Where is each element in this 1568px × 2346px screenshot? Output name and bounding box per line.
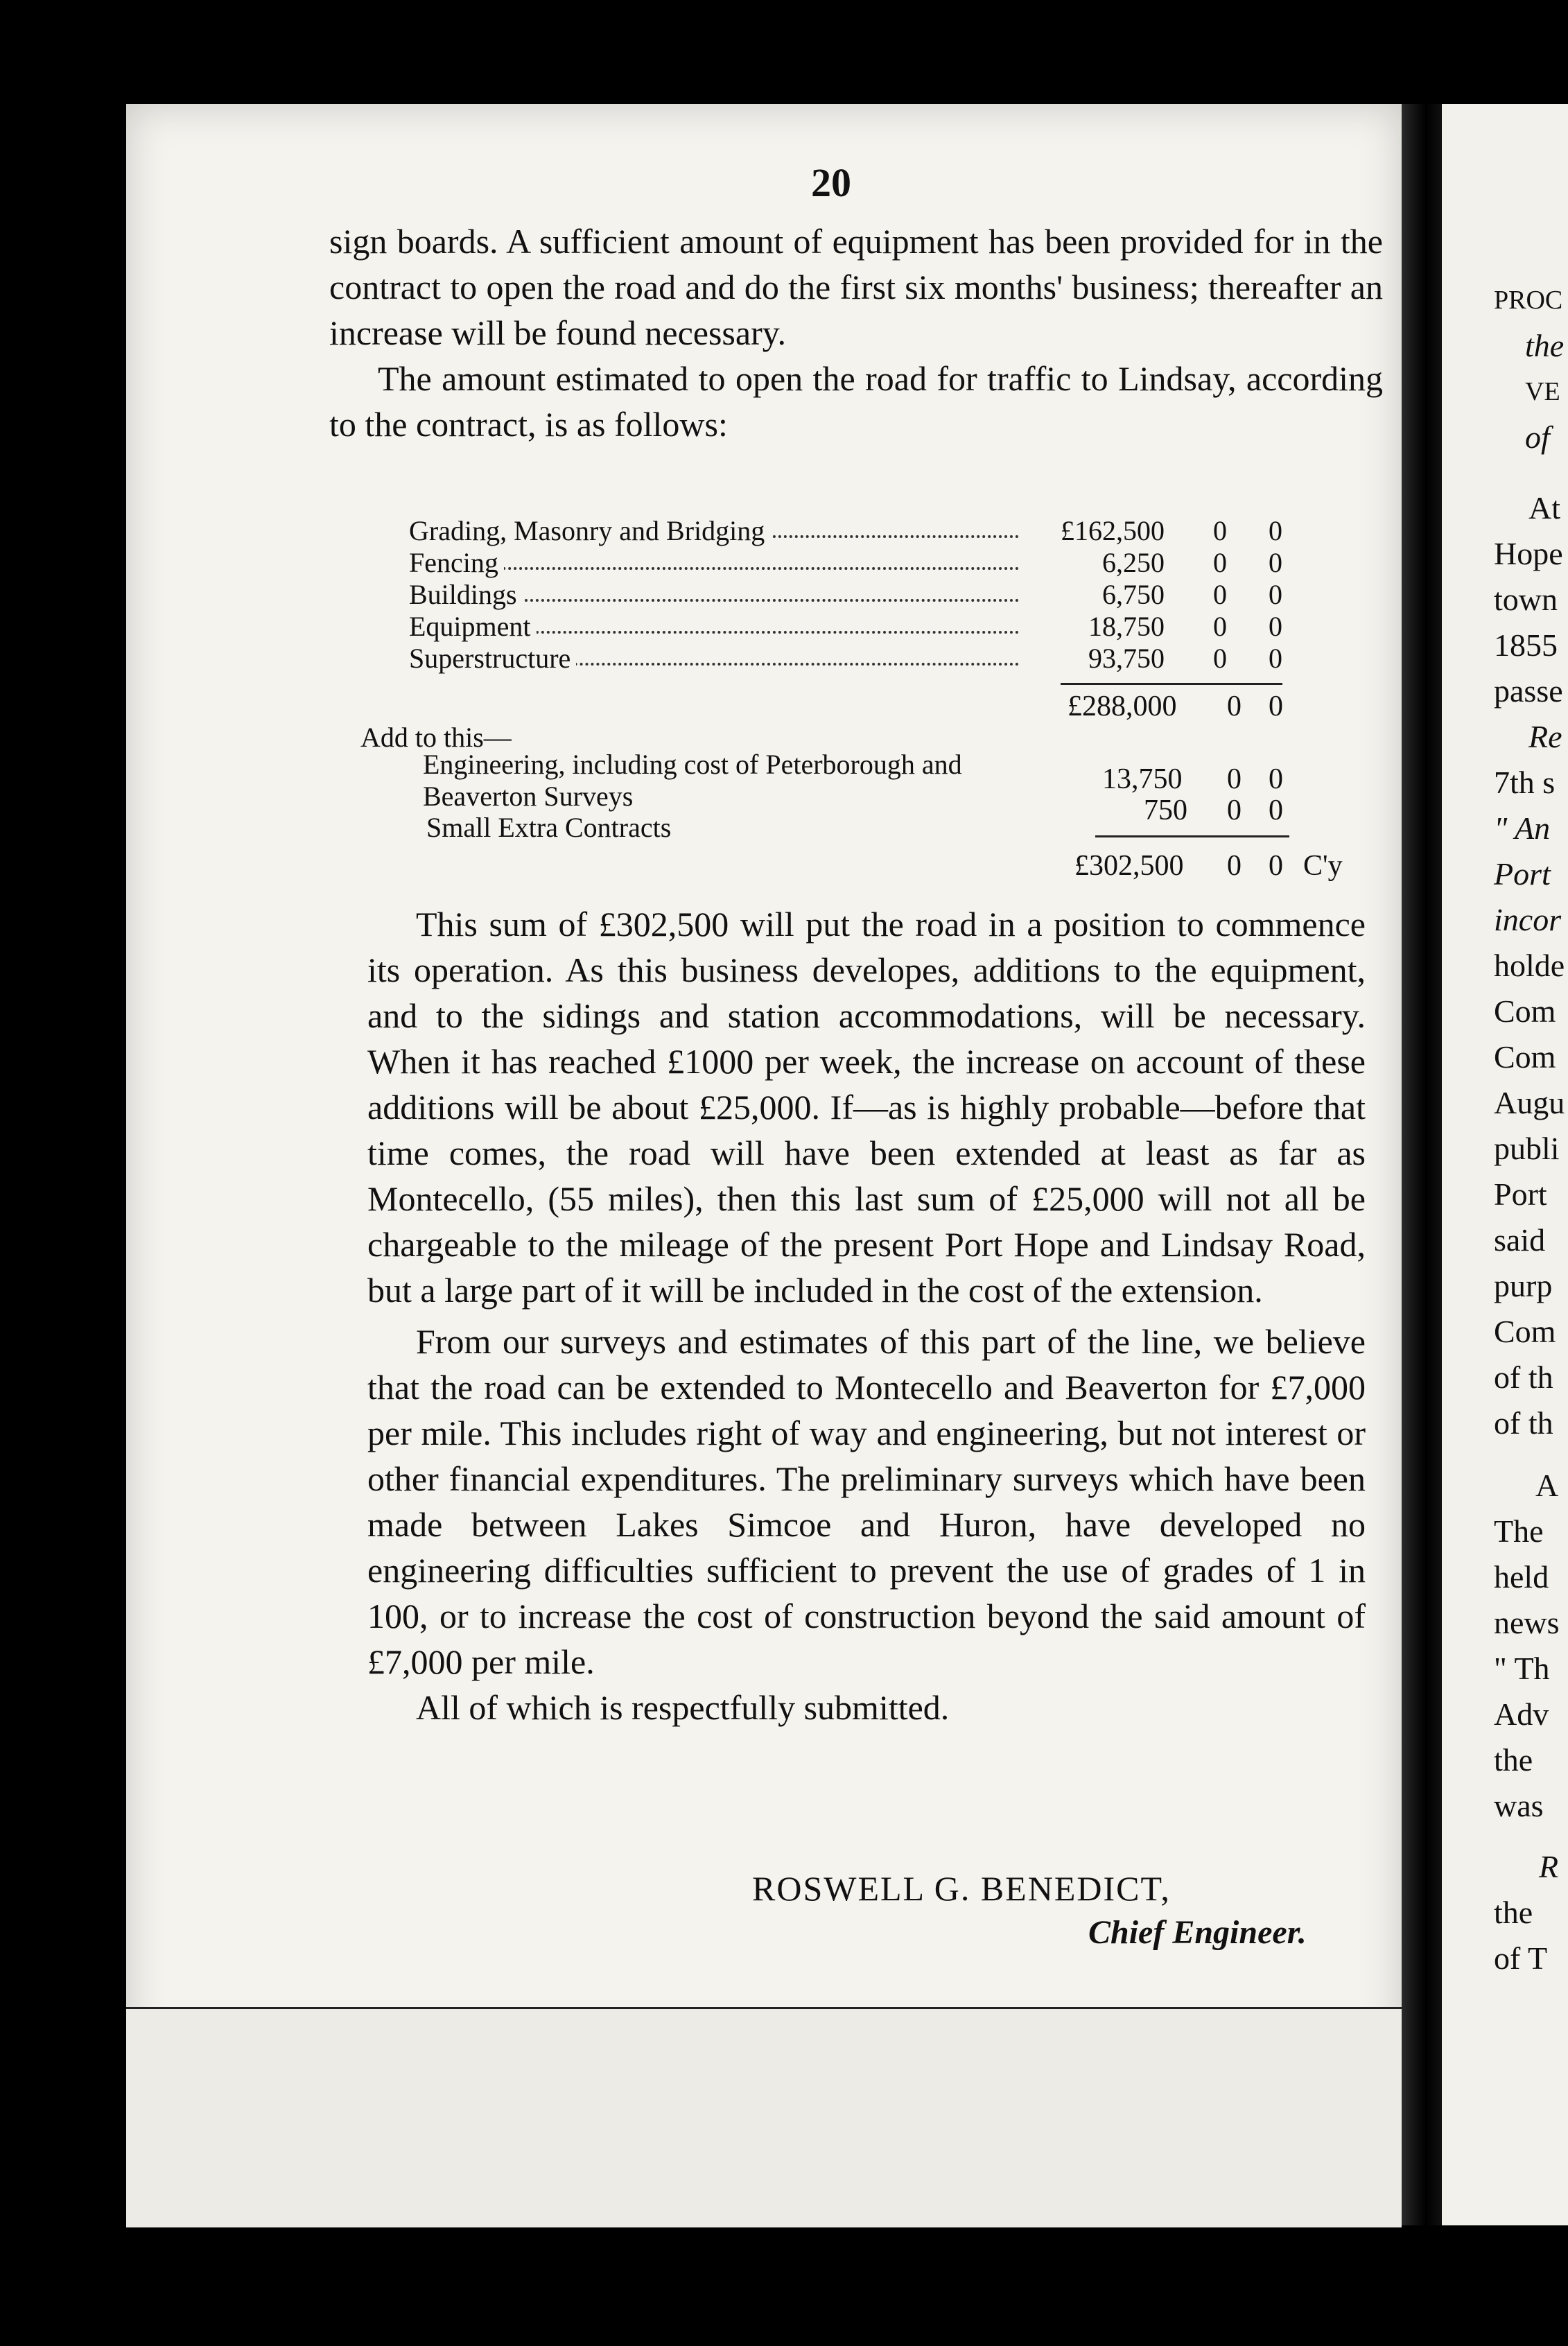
addition-amount: 13,750: [1102, 763, 1183, 795]
facing-line: the: [1494, 1742, 1533, 1778]
subtotal-rule: [1061, 683, 1282, 685]
cost-pence: 0: [1269, 547, 1282, 578]
addition-amount: 750: [1144, 794, 1187, 826]
facing-line: of T: [1494, 1940, 1548, 1976]
page-margin-bottom: [126, 2007, 1402, 2227]
signature-name: ROSWELL G. BENEDICT,: [752, 1869, 1171, 1908]
closing-line: All of which is respectfully submitted.: [416, 1688, 950, 1727]
facing-line: publi: [1494, 1131, 1560, 1166]
paragraph-cost-explanation: This sum of £302,500 will put the road in a position to commence its operation. As this business developes, additions to the equipment, and to the sidings and station accommodations, will be necessary. When it has reached £1000 per week, the increase on account of these additions will be about £25,000. If—as is highly probable—before that time comes, the road will have been extended at least as far as Montecello, (55 miles), then this last sum of £25,000 will not all be chargeable to the mileage of the present Port Hope and Lindsay Road, but a large part of it will be included in the cost of the extension.: [367, 905, 1366, 1310]
cost-pence: 0: [1269, 579, 1282, 610]
paragraph-extension: From our surveys and estimates of this part of the line, we believe that the road can be extended to Montecello and Beaverton for £7,000 per mile. This includes right of way and engineering, but not interest or other financial expenditures. The preliminary surveys which have been made between Lakes Simcoe and Huron, have developed no engineering difficulties sufficient to prevent the use of grades of 1 in 100, or to increase the cost of construction beyond the said amount of £7,000 per mile.: [367, 1322, 1366, 1681]
facing-line: held: [1494, 1559, 1549, 1595]
cost-amount: 6,250: [1102, 547, 1165, 578]
cost-shillings: 0: [1213, 643, 1227, 674]
cost-amount: 18,750: [1088, 611, 1165, 642]
cost-label: Grading, Masonry and Bridging: [409, 514, 770, 547]
facing-line: A: [1535, 1468, 1559, 1503]
facing-line: passe: [1494, 673, 1563, 709]
facing-line: 7th s: [1494, 765, 1556, 800]
cost-table: [409, 514, 1310, 674]
cost-shillings: 0: [1213, 547, 1227, 578]
facing-line: incor: [1494, 902, 1562, 937]
facing-line: news: [1494, 1605, 1560, 1640]
cost-shillings: 0: [1213, 515, 1227, 546]
book-gutter: [1402, 104, 1442, 2225]
facing-line: Port: [1494, 1176, 1547, 1212]
cost-label: Buildings: [409, 578, 523, 611]
facing-line: the: [1525, 328, 1565, 363]
opening-paragraph: sign boards. A sufficient amount of equipment has been provided for in the contract to open the road and do the first six months' business; thereafter an increase will be found necessary.: [329, 222, 1383, 352]
addition-shillings: 0: [1227, 763, 1242, 795]
addition-label-contracts: Small Extra Contracts: [426, 812, 672, 843]
total-shillings: 0: [1227, 850, 1242, 882]
cost-amount: 6,750: [1102, 579, 1165, 610]
facing-line: " An: [1494, 810, 1551, 846]
facing-line: said: [1494, 1222, 1546, 1258]
facing-line: holde: [1494, 948, 1565, 983]
cost-row: [409, 578, 1310, 610]
opening-paragraph-block: [329, 218, 1383, 447]
facing-line: " Th: [1494, 1651, 1550, 1686]
facing-line: the: [1494, 1895, 1533, 1930]
facing-line: purp: [1494, 1268, 1553, 1303]
cost-row: [409, 514, 1310, 546]
cost-pence: 0: [1269, 643, 1282, 674]
facing-line: was: [1494, 1788, 1544, 1823]
cost-label: Superstructure: [409, 642, 576, 675]
facing-line: Com: [1494, 993, 1556, 1029]
addition-pence: 0: [1269, 794, 1283, 826]
facing-line: Re: [1528, 719, 1562, 754]
facing-line: 1855: [1494, 627, 1558, 663]
addition-shillings: 0: [1227, 794, 1242, 826]
facing-line: of: [1525, 419, 1550, 455]
cost-row: [409, 546, 1310, 578]
facing-line: Port: [1494, 856, 1551, 892]
facing-line: Hope: [1494, 536, 1563, 571]
facing-line: Com: [1494, 1039, 1556, 1075]
facing-line: Com: [1494, 1314, 1556, 1349]
facing-line: of th: [1494, 1405, 1553, 1441]
subtotal-amount: £288,000: [1068, 690, 1177, 722]
facing-line: town: [1494, 582, 1558, 617]
cost-amount: £162,500: [1061, 515, 1165, 546]
cost-shillings: 0: [1213, 579, 1227, 610]
body-text: [367, 901, 1366, 1730]
subtotal-shillings: 0: [1227, 690, 1242, 722]
cost-row: [409, 610, 1310, 642]
facing-line: VE: [1525, 377, 1560, 406]
facing-line: At: [1528, 490, 1560, 525]
cost-label: Equipment: [409, 610, 537, 643]
cost-pence: 0: [1269, 611, 1282, 642]
subtotal-pence: 0: [1269, 690, 1283, 722]
cost-label: Fencing: [409, 546, 504, 579]
addition-pence: 0: [1269, 763, 1283, 795]
cost-amount: 93,750: [1088, 643, 1165, 674]
estimate-intro: The amount estimated to open the road for traffic to Lindsay, according to the contract, is as follows:: [329, 359, 1383, 444]
facing-line: of th: [1494, 1359, 1553, 1395]
facing-line: R: [1539, 1849, 1559, 1884]
add-heading: Add to this—: [360, 722, 512, 753]
total-amount: £302,500: [1074, 850, 1184, 882]
signature-title: Chief Engineer.: [1088, 1914, 1307, 1951]
cost-shillings: 0: [1213, 611, 1227, 642]
total-currency: C'y: [1303, 850, 1343, 882]
addition-label: Engineering, including cost of Peterborough and Beaverton Surveys: [423, 749, 962, 812]
addition-label-engineering: [423, 749, 1047, 813]
facing-line: Adv: [1494, 1696, 1549, 1732]
facing-line: The: [1494, 1513, 1544, 1549]
facing-line: Augu: [1494, 1085, 1565, 1120]
facing-line: PROC: [1494, 286, 1563, 315]
cost-row: [409, 642, 1310, 674]
total-pence: 0: [1269, 850, 1283, 882]
total-rule: [1095, 835, 1289, 837]
page-number: 20: [811, 160, 851, 205]
cost-pence: 0: [1269, 515, 1282, 546]
